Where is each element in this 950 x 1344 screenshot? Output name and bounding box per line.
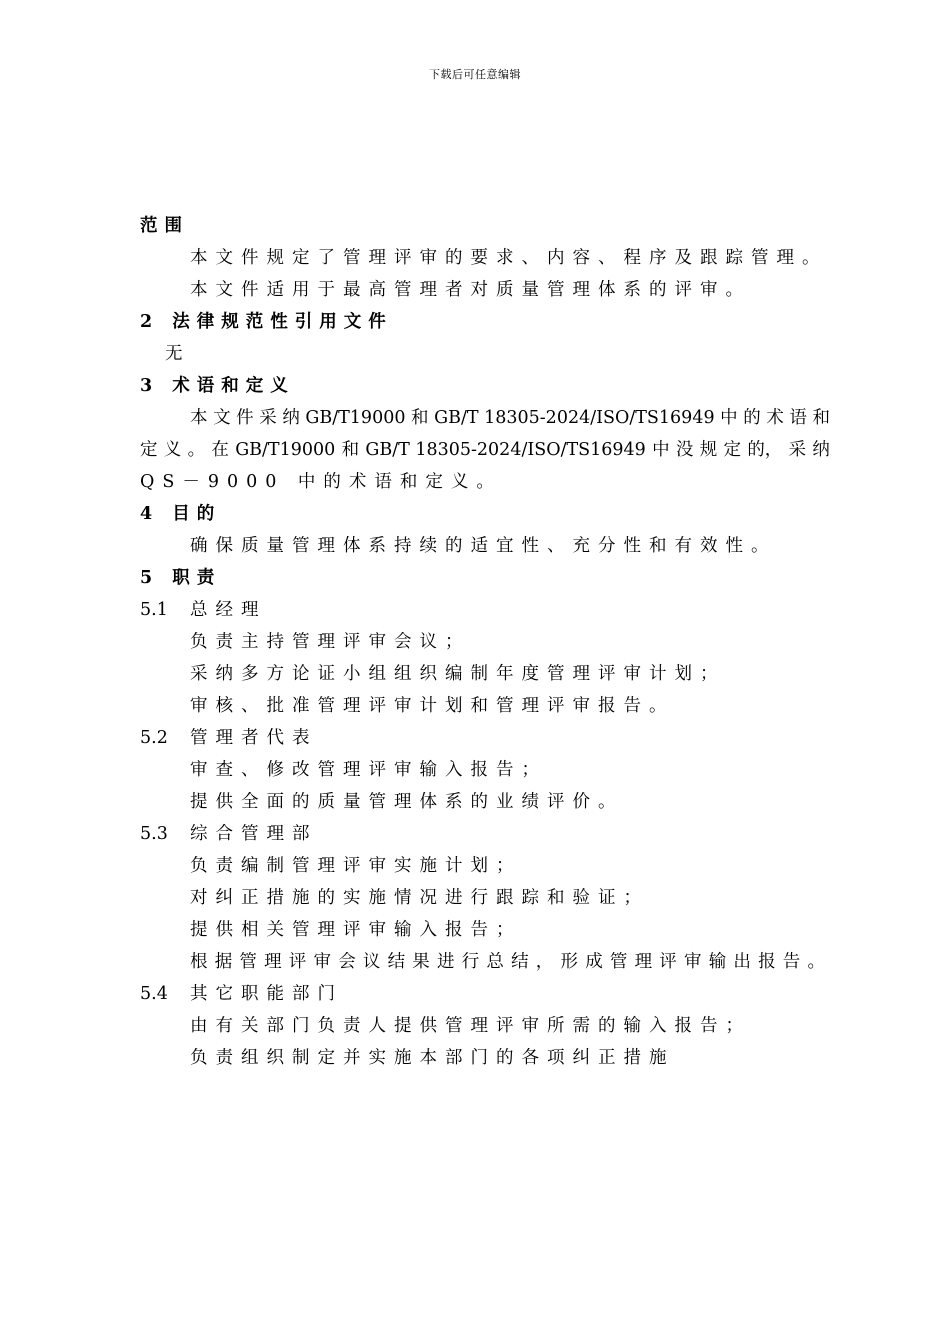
section-3-line-2 bbox=[140, 434, 830, 466]
scope-paragraph-2: 本文件适用于最高管理者对质量管理体系的评审。 bbox=[190, 280, 751, 300]
text-run: 件 bbox=[236, 408, 254, 428]
subsection-title: 综合管理部 bbox=[190, 824, 318, 844]
section-3-line-3: QS－9000 中的术语和定义。 bbox=[140, 472, 502, 492]
text-run: 语 bbox=[789, 408, 807, 428]
subsection-5-2-heading bbox=[140, 722, 830, 754]
page-header-note: 下载后可任意编辑 bbox=[429, 68, 521, 81]
subsection-title: 管理者代表 bbox=[190, 728, 318, 748]
text-run: 。 bbox=[187, 440, 206, 460]
text-run: 纳 bbox=[282, 408, 300, 428]
text-run: 义 bbox=[163, 440, 182, 460]
list-item: 审核、批准管理评审计划和管理评审报告。 bbox=[190, 696, 675, 716]
section-5-title: 5 职责 bbox=[140, 568, 222, 588]
subsection-5-4-heading bbox=[140, 978, 830, 1010]
subsection-number: 5.3 bbox=[140, 824, 168, 844]
section-3-line-1 bbox=[190, 402, 830, 434]
section-4-title: 4 目的 bbox=[140, 504, 222, 524]
list-item: 负责组织制定并实施本部门的各项纠正措施 bbox=[190, 1048, 675, 1068]
text-run: 定 bbox=[140, 440, 158, 460]
section-4-body: 确保质量管理体系持续的适宜性、充分性和有效性。 bbox=[190, 536, 777, 556]
section-2-title: 2 法律规范性引用文件 bbox=[140, 312, 393, 332]
text-run: 在 bbox=[211, 440, 229, 460]
text-run: 规 bbox=[699, 440, 718, 460]
text-run: GB/T19000 bbox=[235, 440, 336, 460]
section-2-body: 无 bbox=[165, 344, 191, 364]
text-run: 定 bbox=[723, 440, 742, 460]
list-item: 对纠正措施的实施情况进行跟踪和验证； bbox=[190, 888, 649, 908]
list-item: 负责编制管理评审实施计划； bbox=[190, 856, 522, 876]
text-run: 文 bbox=[213, 408, 231, 428]
subsection-number: 5.1 bbox=[140, 600, 168, 620]
text-run: 本 bbox=[190, 408, 208, 428]
text-run: GB/T19000 bbox=[305, 408, 406, 428]
subsection-5-1-heading bbox=[140, 594, 830, 626]
text-run: 没 bbox=[675, 440, 694, 460]
section-scope-title: 范围 bbox=[140, 216, 189, 236]
list-item: 根据管理评审会议结果进行总结，形成管理评审输出报告。 bbox=[190, 952, 833, 972]
text-run: 的， bbox=[747, 440, 783, 460]
text-run: 中 bbox=[652, 440, 670, 460]
list-item: 提供全面的质量管理体系的业绩评价。 bbox=[190, 792, 624, 812]
subsection-5-3-heading bbox=[140, 818, 830, 850]
subsection-title: 总经理 bbox=[190, 600, 267, 620]
subsection-number: 5.4 bbox=[140, 984, 168, 1004]
text-run: 和 bbox=[812, 408, 830, 428]
text-run: 采 bbox=[259, 408, 277, 428]
list-item: 负责主持管理评审会议； bbox=[190, 632, 471, 652]
subsection-title: 其它职能部门 bbox=[190, 984, 343, 1004]
section-3-title: 3 术语和定义 bbox=[140, 376, 295, 396]
subsection-number: 5.2 bbox=[140, 728, 168, 748]
text-run: 术 bbox=[766, 408, 784, 428]
text-run: 和 bbox=[341, 440, 360, 460]
list-item: 提供相关管理评审输入报告； bbox=[190, 920, 522, 940]
scope-paragraph-1: 本文件规定了管理评审的要求、内容、程序及跟踪管理。 bbox=[190, 248, 828, 268]
text-run: GB/T 18305-2024/ISO/TS16949 bbox=[434, 408, 715, 428]
text-run: 采 bbox=[788, 440, 807, 460]
list-item: 审查、修改管理评审输入报告； bbox=[190, 760, 547, 780]
text-run: GB/T 18305-2024/ISO/TS16949 bbox=[365, 440, 646, 460]
list-item: 采纳多方论证小组组织编制年度管理评审计划； bbox=[190, 664, 726, 684]
list-item: 由有关部门负责人提供管理评审所需的输入报告； bbox=[190, 1016, 751, 1036]
text-run: 和 bbox=[411, 408, 429, 428]
text-run: 中 bbox=[720, 408, 738, 428]
text-run: 纳 bbox=[812, 440, 830, 460]
text-run: 的 bbox=[743, 408, 761, 428]
